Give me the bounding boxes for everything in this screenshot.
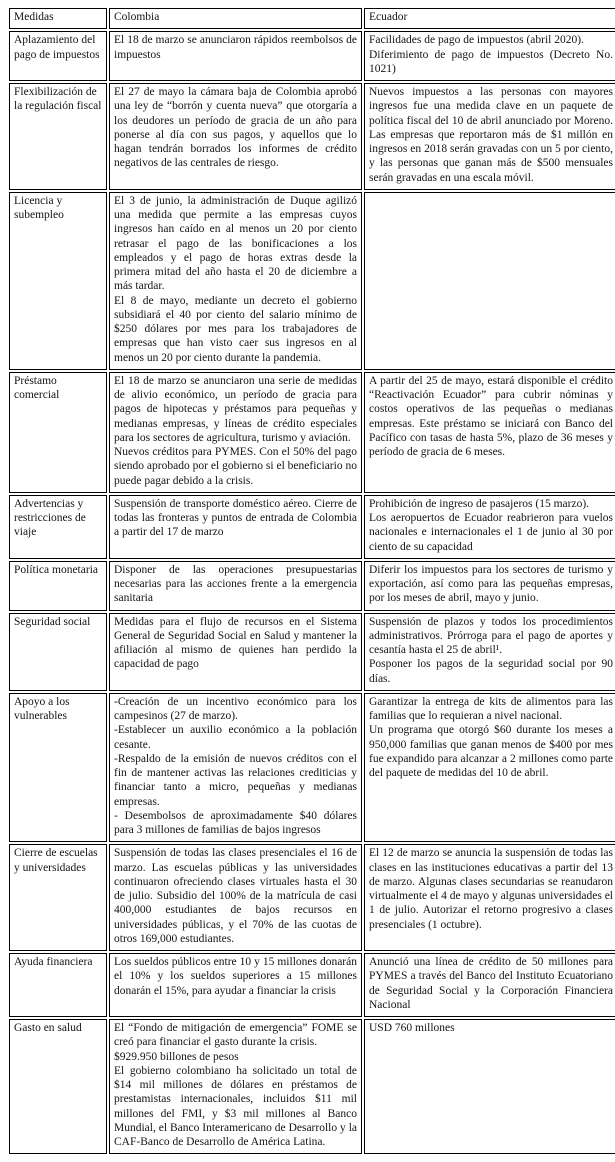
ecuador-cell xyxy=(364,1019,615,1154)
cell-paragraph: Nuevos impuestos a las personas con mayores ingresos fue una medida clave en un paquete de política fiscal del 10 de abril anunciado por Moreno. Las empresas que reportaron más de $1 millón en ingresos en 2018 serán gravadas con un 5 por ciento, y las personas que ganan más de $500 mensuales serán gravadas en una escala móvil. xyxy=(369,86,613,184)
measure-name-cell: Cierre de escuelas y universidades xyxy=(9,844,107,951)
colombia-cell xyxy=(109,31,362,81)
colombia-cell xyxy=(109,953,362,1017)
measure-name-cell: Licencia y subempleo xyxy=(9,192,107,370)
cell-paragraph: El 12 de marzo se anuncia la suspensión de todas las clases en las instituciones educativas a partir del 13 de marzo. Algunas clases secundarias se reanudaron virtualmente el 4 de mayo y algunas universidades el 1 de julio. Autorizar el retorno progresivo a clases presenciales (1 octubre). xyxy=(369,847,613,931)
colombia-cell xyxy=(109,83,362,190)
table-row xyxy=(9,1019,615,1154)
measure-name-cell: Préstamo comercial xyxy=(9,372,107,493)
table-row xyxy=(9,561,615,611)
measure-name-cell: Gasto en salud xyxy=(9,1019,107,1154)
ecuador-cell xyxy=(364,495,615,559)
cell-paragraph: - Desembolsos de aproximadamente $40 dólares para 3 millones de familias de bajos ingresos xyxy=(114,809,357,836)
cell-paragraph: El gobierno colombiano ha solicitado un total de $14 mil millones de dólares en préstamos de prestamistas internacionales, incluidos $11 mil millones del FMI, y $3 mil millones al Banco Mundial, el Banco Interamericano de Desarrollo y la CAF-Banco de Desarrollo de América Latina. xyxy=(114,1064,357,1148)
cell-paragraph: Diferimiento de pago de impuestos (Decreto No. 1021) xyxy=(369,48,613,75)
measures-table xyxy=(7,6,615,1156)
measure-name-cell: Ayuda financiera xyxy=(9,953,107,1017)
cell-paragraph: Anunció una línea de crédito de 50 millones para PYMES a través del Banco del Instituto Ecuatoriano de Seguridad Social y la Corporación Financiera Nacional xyxy=(369,956,613,1011)
colombia-cell xyxy=(109,495,362,559)
ecuador-cell xyxy=(364,693,615,843)
cell-paragraph: Facilidades de pago de impuestos (abril 2020). xyxy=(369,34,584,47)
table-row xyxy=(9,495,615,559)
ecuador-cell xyxy=(364,561,615,611)
cell-paragraph: El 8 de mayo, mediante un decreto el gobierno subsidiará el 40 por ciento del salario mínimo de $250 dólares por mes para los trabajadores de empresas que han visto caer sus ingresos en al menos un 20 por ciento durante la pandemia. xyxy=(114,294,357,364)
colombia-cell xyxy=(109,372,362,493)
cell-paragraph: El “Fondo de mitigación de emergencia” FOME se creó para financiar el gasto durante la crisis. xyxy=(114,1022,357,1049)
ecuador-cell xyxy=(364,31,615,81)
cell-paragraph: Disponer de las operaciones presupuestarias necesarias para las acciones frente a la emergencia sanitaria xyxy=(114,563,357,605)
measure-name-cell: Flexibilización de la regulación fiscal xyxy=(9,83,107,190)
ecuador-cell xyxy=(364,192,615,370)
colombia-cell xyxy=(109,561,362,611)
measure-name-cell: Apoyo a los vulnerables xyxy=(9,693,107,843)
cell-paragraph: Suspensión de transporte doméstico aéreo. Cierre de todas las fronteras y puntos de entrada de Colombia a partir del 17 de marzo xyxy=(114,497,357,539)
cell-paragraph: Suspensión de plazos y todos los procedimientos administrativos. Prórroga para el pago de aportes y cesantía hasta el 25 de abril¹. xyxy=(369,615,613,656)
cell-paragraph: Diferir los impuestos para los sectores de turismo y exportación, así como para las pequeñas empresas, por los meses de abril, mayo y junio. xyxy=(369,563,613,605)
table-row xyxy=(9,613,615,691)
header-colombia: Colombia xyxy=(109,8,362,29)
cell-paragraph: -Creación de un incentivo económico para los campesinos (27 de marzo). xyxy=(114,695,357,722)
cell-paragraph: El 18 de marzo se anunciaron una serie de medidas de alivio económico, un período de gracia para pagos de hipotecas y préstamos para pequeñas y medianas empresas, y líneas de crédito especiales para los sectores de agricultura, turismo y aviación. xyxy=(114,374,357,444)
colombia-cell xyxy=(109,844,362,951)
cell-paragraph: Los aeropuertos de Ecuador reabrieron para vuelos nacionales e internacionales el 1 de junio al 30 por ciento de su capacidad xyxy=(369,512,613,553)
measure-name-cell: Política monetaria xyxy=(9,561,107,611)
ecuador-cell xyxy=(364,613,615,691)
colombia-cell xyxy=(109,613,362,691)
cell-paragraph: Un programa que otorgó $60 durante los meses a 950,000 familias que ganan menos de $400 por mes fue expandido para alcanzar a 2 millones como parte del paquete de medidas del 10 de abril. xyxy=(369,724,613,779)
cell-paragraph: -Establecer un auxilio económico a la población cesante. xyxy=(114,724,357,751)
table-row xyxy=(9,83,615,190)
table-row xyxy=(9,192,615,370)
header-ecuador: Ecuador xyxy=(364,8,615,29)
ecuador-cell xyxy=(364,372,615,493)
cell-paragraph: El 3 de junio, la administración de Duque agilizó una medida que permite a las empresas cuyos ingresos han caído en al menos un 20 por ciento retrasar el pago de las bonificaciones a los empleados y el pago de horas extras desde la primera mitad del año hasta el 20 de diciembre a más tardar. xyxy=(114,194,357,293)
cell-paragraph: Posponer los pagos de la seguridad social por 90 días. xyxy=(369,658,613,685)
cell-paragraph: $929.950 billones de pesos xyxy=(114,1050,239,1063)
cell-paragraph: Medidas para el flujo de recursos en el Sistema General de Seguridad Social en Salud y mantener la afiliación al mismo de quienes han perdido la capacidad de pago xyxy=(114,615,357,671)
measure-name-cell: Aplazamiento del pago de impuestos xyxy=(9,31,107,81)
cell-paragraph: El 18 de marzo se anunciaron rápidos reembolsos de impuestos xyxy=(114,34,357,61)
cell-paragraph: Los sueldos públicos entre 10 y 15 millones donarán el 10% y los sueldos superiores a 15 millones donarán el 15%, para ayudar a financiar la crisis xyxy=(114,956,357,997)
colombia-cell xyxy=(109,693,362,843)
table-row xyxy=(9,693,615,843)
cell-paragraph: -Respaldo de la emisión de nuevos créditos con el fin de mantener activas las relaciones crediticias y financiar tanto a micro, pequeñas y medianas empresas. xyxy=(114,752,357,808)
table-row xyxy=(9,844,615,951)
table-row xyxy=(9,372,615,493)
measures-table-head xyxy=(9,8,615,29)
measure-name-cell: Advertencias y restricciones de viaje xyxy=(9,495,107,559)
ecuador-cell xyxy=(364,844,615,951)
ecuador-cell xyxy=(364,83,615,190)
cell-paragraph: Nuevos créditos para PYMES. Con el 50% del pago siendo aprobado por el gobierno si el beneficiario no puede pagar debido a la crisis. xyxy=(114,446,357,487)
measure-name-cell: Seguridad social xyxy=(9,613,107,691)
colombia-cell xyxy=(109,1019,362,1154)
ecuador-cell xyxy=(364,953,615,1017)
header-medidas: Medidas xyxy=(9,8,107,29)
cell-paragraph: USD 760 millones xyxy=(369,1022,455,1034)
colombia-cell xyxy=(109,192,362,370)
header-row xyxy=(9,8,615,29)
table-row xyxy=(9,31,615,81)
measures-table-body xyxy=(9,31,615,1154)
cell-paragraph: Prohibición de ingreso de pasajeros (15 marzo). xyxy=(369,497,590,510)
cell-paragraph: Garantizar la entrega de kits de alimentos para las familias que lo requieran a nivel nacional. xyxy=(369,695,613,722)
cell-paragraph: Suspensión de todas las clases presenciales el 16 de marzo. Las escuelas públicas y las universidades continuaron ofreciendo clases virtuales hasta el 30 de julio. Subsidio del 100% de la matrícula de casi 400,000 estudiantes de bajos recursos en universidades públicas, y el 70% de las cuotas de otros 169,000 estudiantes. xyxy=(114,847,357,945)
cell-paragraph: A partir del 25 de mayo, estará disponible el crédito “Reactivación Ecuador” para cubrir nóminas y costos operativos de las pequeñas o medianas empresas. Este préstamo se iniciará con Banco del Pacífico con tasas de hasta 5%, plazo de 36 meses y período de gracia de 6 meses. xyxy=(369,374,613,458)
table-row xyxy=(9,953,615,1017)
cell-paragraph: El 27 de mayo la cámara baja de Colombia aprobó una ley de “borrón y cuenta nueva” que otorgaría a los deudores un período de gracia de un año para ponerse al día con sus pagos, y aquellos que lo hagan tendrán borrados los informes de crédito negativos de las centrales de riesgo. xyxy=(114,86,357,170)
